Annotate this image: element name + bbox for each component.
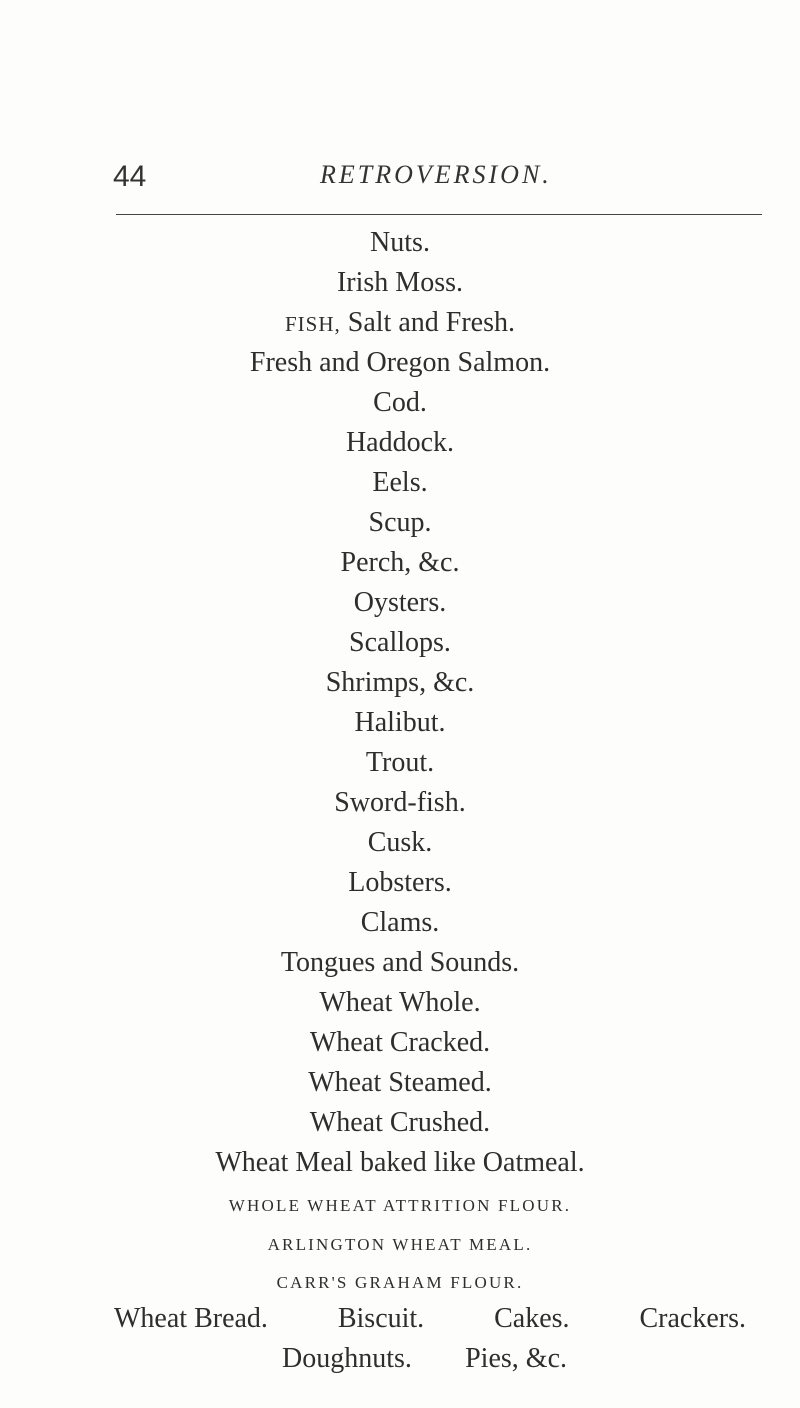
list-item: ARLINGTON WHEAT MEAL. bbox=[267, 1235, 533, 1254]
list-item: Wheat Cracked. bbox=[309, 1027, 491, 1058]
list-item: Cod. bbox=[373, 387, 427, 418]
list-item: Wheat Whole. bbox=[319, 987, 481, 1018]
list-item: Doughnuts. bbox=[282, 1343, 412, 1374]
list-item: Crackers. bbox=[639, 1303, 746, 1334]
list-item: CARR'S GRAHAM FLOUR. bbox=[276, 1273, 524, 1292]
list-item: Eels. bbox=[372, 467, 428, 498]
page-number: 44 bbox=[113, 160, 147, 193]
fish-heading: FISH, bbox=[285, 312, 341, 336]
list-item: Trout. bbox=[365, 747, 435, 778]
bread-row bbox=[114, 1302, 746, 1336]
list-item: Scallops. bbox=[349, 627, 451, 658]
list-item: Nuts. bbox=[370, 227, 430, 258]
list-item: Cakes. bbox=[494, 1303, 570, 1334]
list-item: Tongues and Sounds. bbox=[280, 947, 520, 978]
list-item: Shrimps, &c. bbox=[325, 667, 475, 698]
list-item: Cusk. bbox=[367, 827, 433, 858]
list-item: Clams. bbox=[360, 907, 440, 938]
last-row bbox=[282, 1342, 567, 1376]
list-item: Perch, &c. bbox=[340, 547, 460, 578]
list-item: Wheat Steamed. bbox=[308, 1067, 492, 1098]
list-item: Sword-fish. bbox=[334, 787, 466, 818]
list-item: Biscuit. bbox=[337, 1303, 425, 1334]
list-item: WHOLE WHEAT ATTRITION FLOUR. bbox=[228, 1196, 572, 1215]
list-item: Scup. bbox=[368, 507, 432, 538]
list-item: Oysters. bbox=[353, 587, 447, 618]
list-item: Wheat Meal baked like Oatmeal. bbox=[215, 1147, 585, 1178]
list-item: Wheat Crushed. bbox=[309, 1107, 491, 1138]
list-item: Wheat Bread. bbox=[114, 1303, 268, 1334]
list-item: Haddock. bbox=[345, 427, 455, 458]
list-item: Fresh and Oregon Salmon. bbox=[249, 347, 551, 378]
running-title: RETROVERSION. bbox=[320, 160, 552, 189]
list-item: FISH, Salt and Fresh. bbox=[285, 307, 515, 338]
list-item: Lobsters. bbox=[348, 867, 452, 898]
list-item: Pies, &c. bbox=[465, 1343, 567, 1374]
list-item: Halibut. bbox=[354, 707, 446, 738]
list-item: Irish Moss. bbox=[336, 267, 463, 298]
header-rule bbox=[116, 214, 762, 215]
